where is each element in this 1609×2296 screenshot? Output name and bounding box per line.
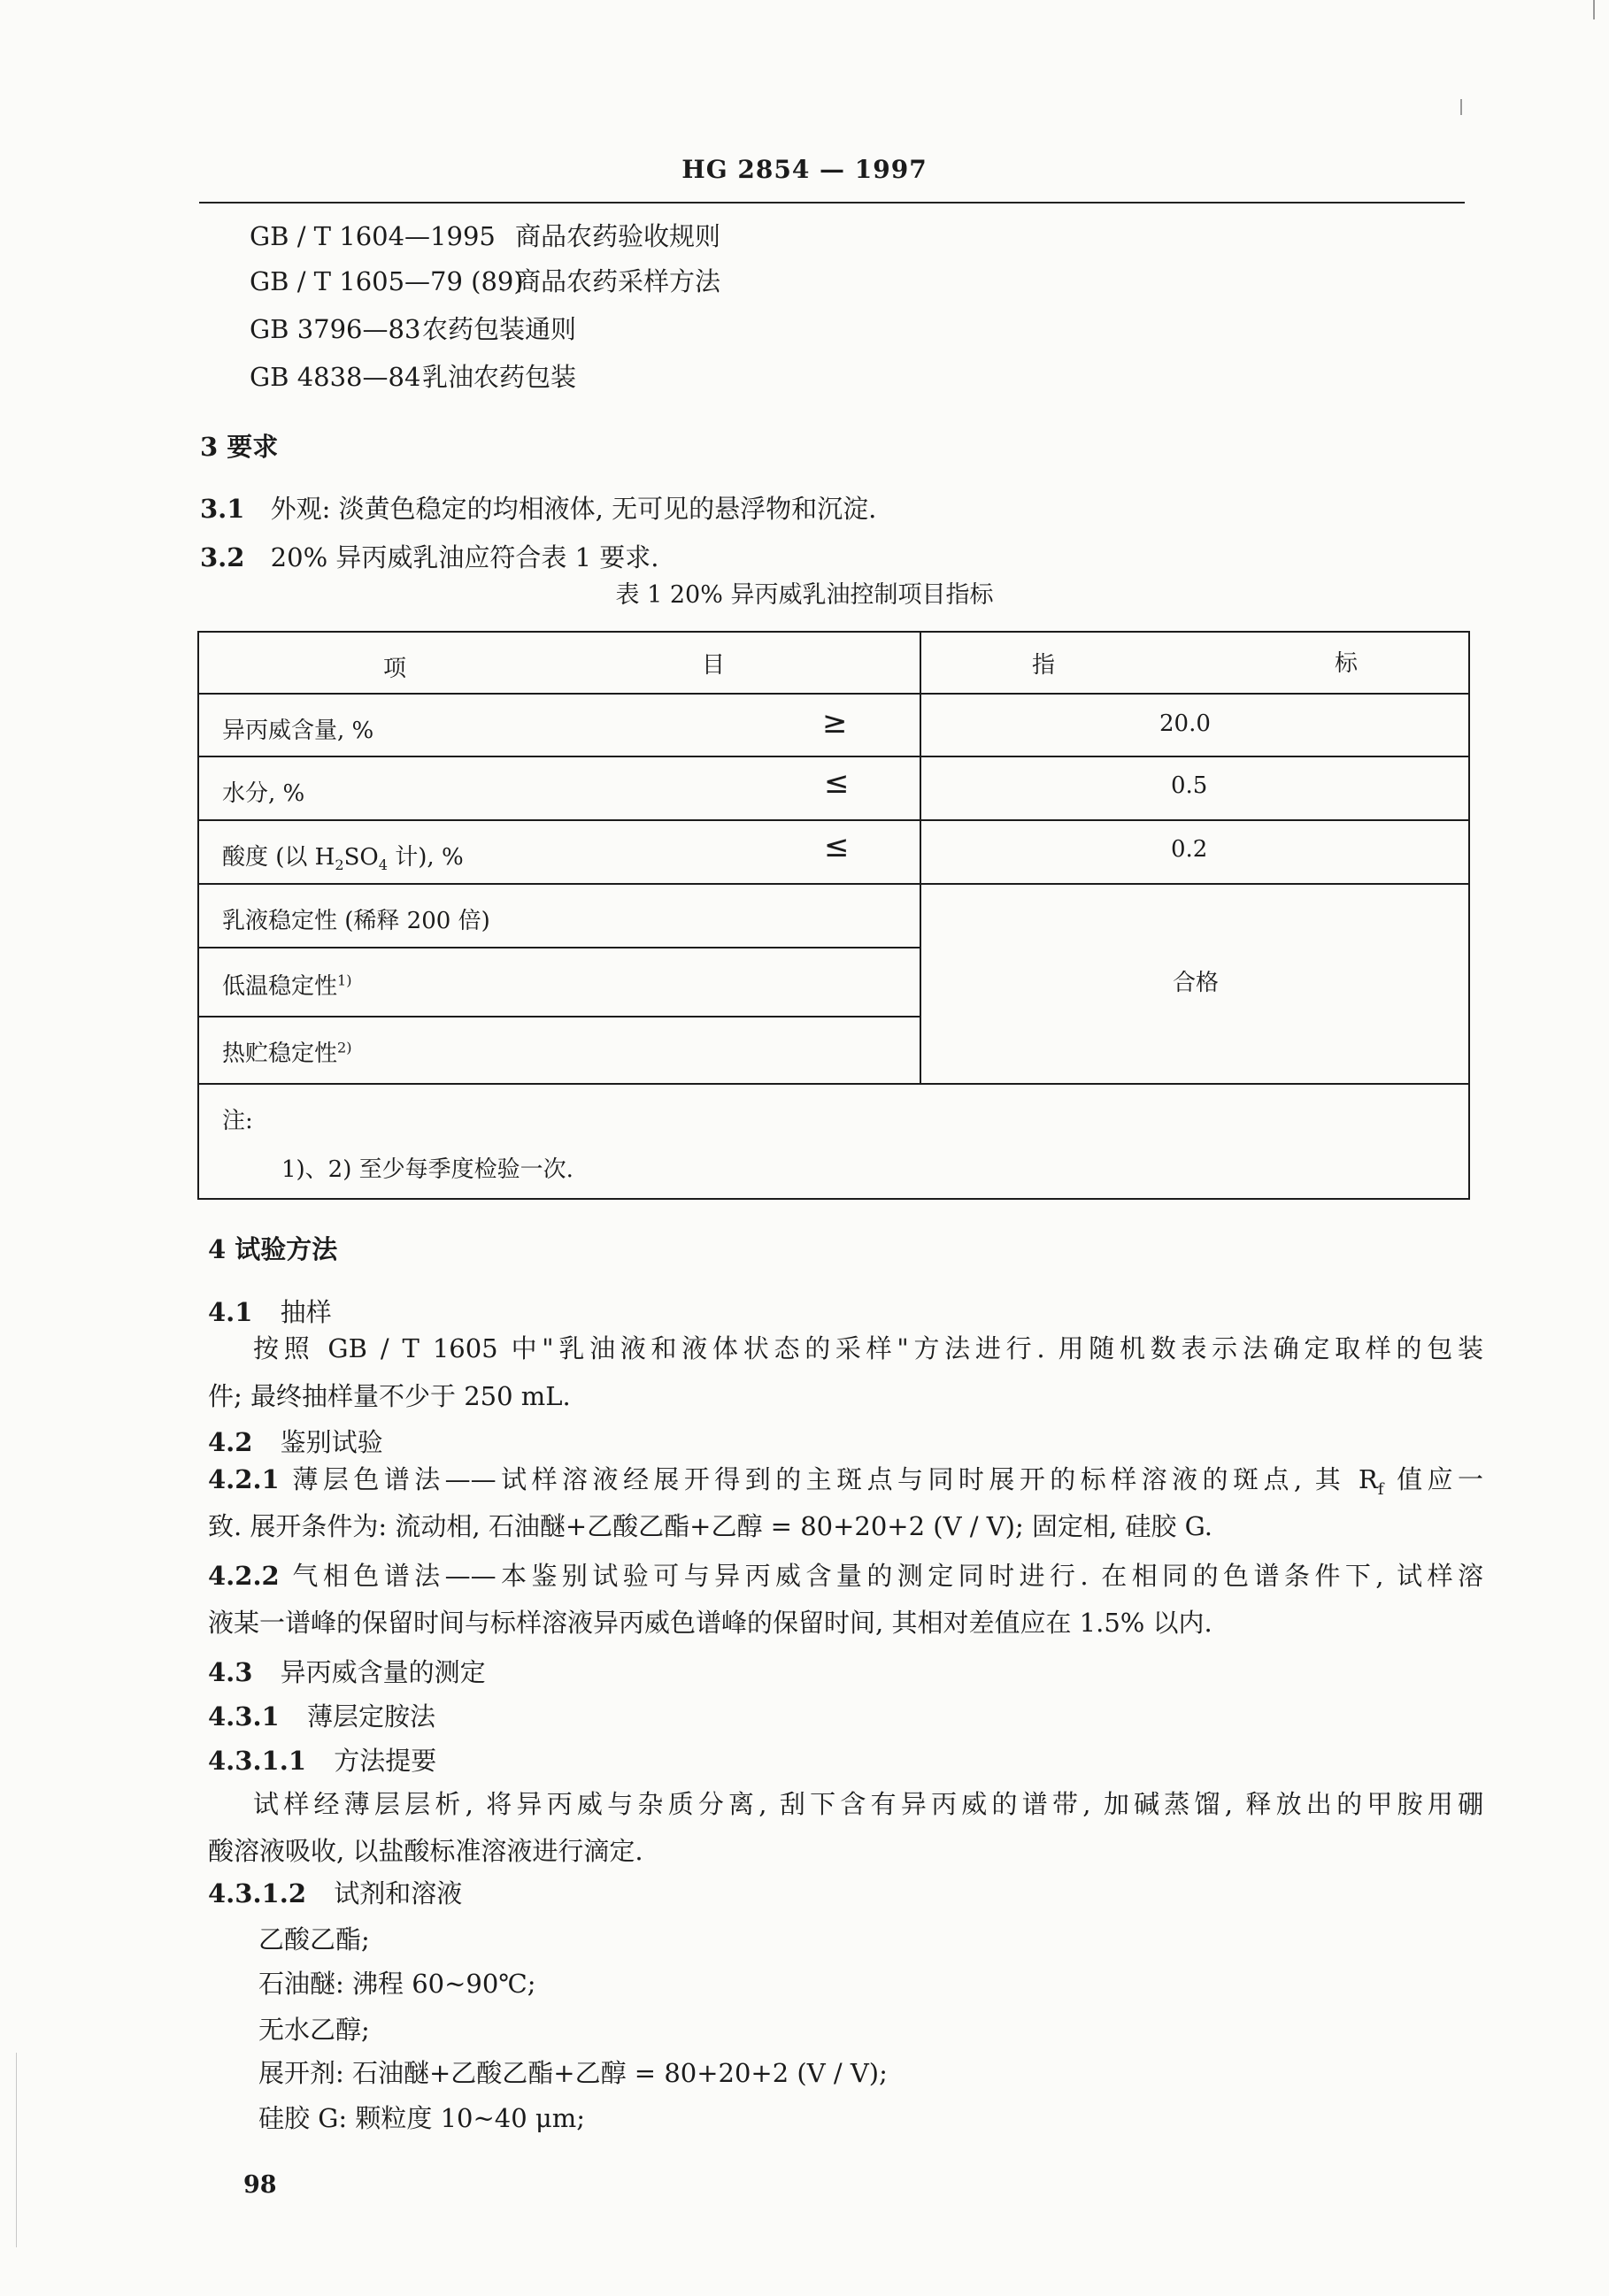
reference-title: 农药包装通则 [422,314,577,344]
clause-4-1 [208,1293,332,1329]
table-note-text: 1)、2) 至少每季度检验一次. [281,1156,574,1183]
table-row-symbol: ≥ [822,705,848,741]
reagent-item: 石油醚: 沸程 60~90℃; [258,1969,536,1999]
table-header-item-b: 目 [702,652,726,679]
clause-4-2 [208,1423,383,1459]
clause-4-3-1-1 [208,1741,436,1778]
reference-code: GB 3796—83 [250,314,421,344]
spec-table [197,631,1470,1200]
reference-code: GB 4838—84 [250,362,421,392]
clause-4-3-1 [208,1697,435,1733]
reagent-item: 硅胶 G: 颗粒度 10~40 μm; [258,2103,586,2133]
paragraph: 试样经薄层层析, 将异丙威与杂质分离, 刮下含有异丙威的谱带, 加碱蒸馏, 释放出的甲胺用硼 [253,1789,1483,1819]
clause-title: 异丙威含量的测定 [280,1657,486,1687]
table-row-symbol: ≤ [824,829,850,864]
clause-4-2-1-line2: 致. 展开条件为: 流动相, 石油醚+乙酸乙酯+乙醇 = 80+20+2 (V / V); 固定相, 硅胶 G. [208,1511,1213,1541]
clause-number: 4.2 [208,1427,253,1457]
section-4-heading: 4 试验方法 [208,1234,338,1264]
paragraph: 酸溶液吸收, 以盐酸标准溶液进行滴定. [208,1836,643,1866]
reagent-item: 展开剂: 石油醚+乙酸乙酯+乙醇 = 80+20+2 (V / V); [258,2058,888,2088]
table-row-symbol: ≤ [824,765,850,801]
table-header-item-a: 项 [383,656,407,682]
clause-number: 4.1 [208,1297,253,1327]
table-row-value: 20.0 [1159,710,1211,737]
reference-code: GB / T 1604—1995 [250,221,496,251]
scan-mark [16,2053,17,2247]
reagent-item: 无水乙醇; [258,2015,370,2045]
clause-number: 4.3.1.1 [208,1746,307,1776]
table-row-label: 酸度 (以 $H_2SO_4$ 计), % [222,844,464,874]
reference-item [250,262,720,298]
page-number: 98 [243,2171,277,2199]
table-row-value: 0.2 [1171,836,1208,863]
clause-number: 3.2 [200,542,245,572]
reference-code: GB / T 1605—79 (89) [250,266,524,296]
paragraph: 件; 最终抽样量不少于 250 mL. [208,1381,571,1411]
table-note-title: 注: [222,1108,253,1134]
clause-3-1 [200,489,876,526]
page-header: HG 2854 — 1997 [681,155,928,184]
table-row-label: 低温稳定性$^{1)}$ [222,971,352,1000]
clause-title: 鉴别试验 [280,1427,383,1457]
clause-title: 薄层定胺法 [306,1701,435,1732]
clause-3-2 [200,538,658,574]
clause-number: 4.3.1 [208,1701,280,1732]
table-row-value: 0.5 [1171,772,1208,799]
clause-4-2-1-line1: 4.2.1 薄层色谱法——试样溶液经展开得到的主斑点与同时展开的标样溶液的斑点, 其 $R_f$ 值应一 [208,1464,1483,1499]
table-row-label: 水分, % [222,780,305,807]
clause-4-2-2-line1: 4.2.2 气相色谱法——本鉴别试验可与异丙威含量的测定同时进行. 在相同的色谱条件下, 试样溶 [208,1561,1484,1591]
clause-number: 4.3 [208,1657,253,1687]
scan-mark [1460,99,1462,115]
section-3-heading: 3 要求 [200,432,279,462]
clause-title: 方法提要 [334,1746,437,1776]
clause-number: 4.3.1.2 [208,1878,307,1908]
scan-mark [1593,0,1595,19]
table-caption: 表 1 20% 异丙威乳油控制项目指标 [615,581,994,609]
clause-4-2-2-line2: 液某一谱峰的保留时间与标样溶液异丙威色谱峰的保留时间, 其相对差值应在 1.5% 以内. [208,1608,1213,1638]
table-row-label: 乳液稳定性 (稀释 200 倍) [222,908,490,934]
clause-text: 20% 异丙威乳油应符合表 1 要求. [270,542,659,572]
reference-title: 商品农药验收规则 [515,221,721,251]
reference-item [250,357,576,394]
reference-title: 乳油农药包装 [422,362,577,392]
clause-text: 外观: 淡黄色稳定的均相液体, 无可见的悬浮物和沉淀. [270,494,877,524]
header-rule [199,202,1465,203]
table-merged-value: 合格 [1173,970,1220,996]
clause-4-3 [208,1653,486,1689]
clause-title: 试剂和溶液 [334,1878,463,1908]
table-header-index-b: 标 [1335,650,1359,677]
reference-title: 商品农药采样方法 [515,266,721,296]
table-row-label: 异丙威含量, % [222,718,374,744]
clause-number: 3.1 [200,494,245,524]
clause-title: 抽样 [280,1297,332,1327]
reagent-item: 乙酸乙酯; [258,1924,370,1954]
table-row-label: 热贮稳定性$^{2)}$ [222,1039,352,1067]
paragraph: 按照 GB / T 1605 中"乳油液和液体状态的采样"方法进行. 用随机数表示法确定取样的包装 [253,1333,1483,1363]
reference-item [250,310,576,346]
table-header-index-a: 指 [1032,652,1056,679]
clause-4-3-1-2 [208,1874,462,1910]
reference-item [250,217,720,253]
